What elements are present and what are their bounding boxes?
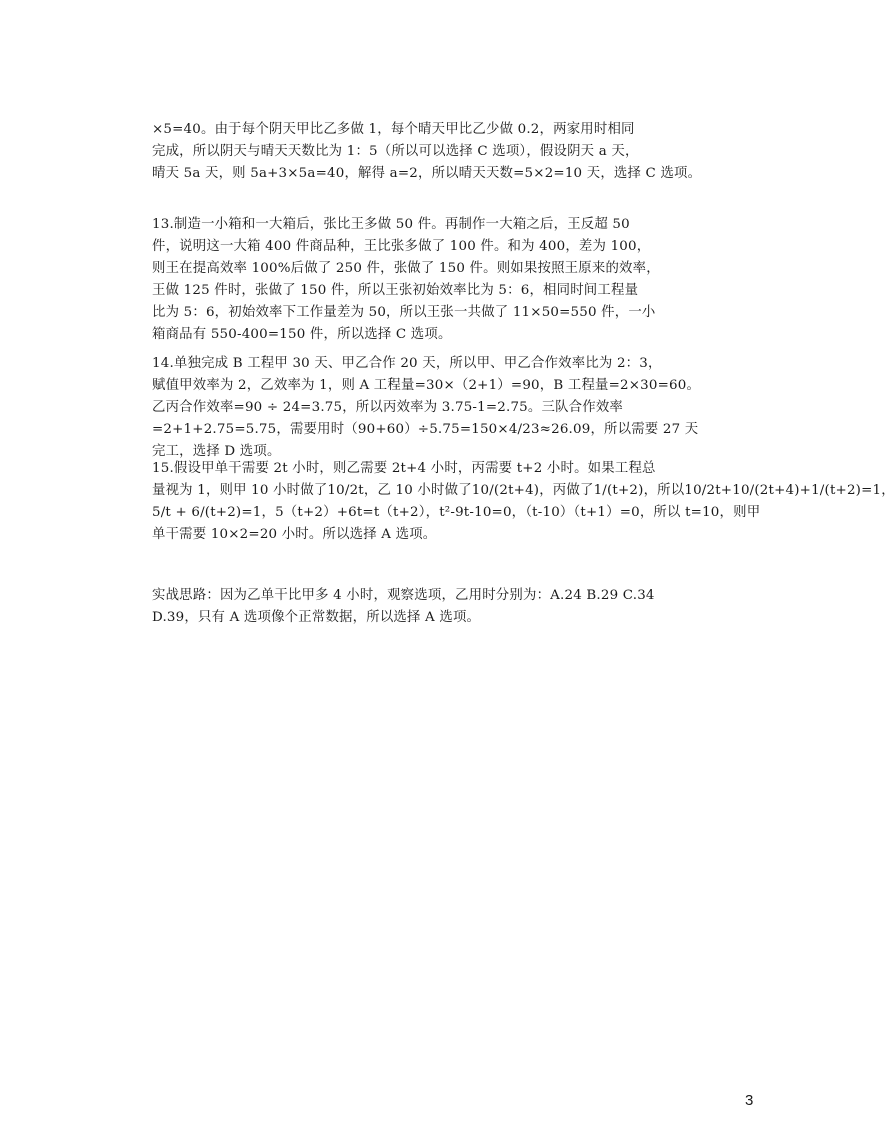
text-line: 完成，所以阴天与晴天天数比为 1：5（所以可以选择 C 选项），假设阴天 a 天， bbox=[152, 144, 639, 159]
paragraph-question-12-continued bbox=[152, 119, 702, 185]
text-line: 箱商品有 550-400=150 件，所以选择 C 选项。 bbox=[152, 327, 452, 342]
paragraph-practical-approach bbox=[152, 585, 655, 629]
text-line: 实战思路：因为乙单干比甲多 4 小时，观察选项，乙用时分别为：A.24 B.29 C.34 bbox=[152, 588, 655, 603]
text-line: D.39，只有 A 选项像个正常数据，所以选择 A 选项。 bbox=[152, 610, 481, 625]
text-line: 王做 125 件时，张做了 150 件，所以王张初始效率比为 5：6，相同时间工程量 bbox=[152, 283, 639, 298]
text-line: 完工，选择 D 选项。 bbox=[152, 444, 281, 459]
page-number: 3 bbox=[745, 1092, 754, 1109]
text-line: 量视为 1，则甲 10 小时做了10/2t，乙 10 小时做了10/(2t+4)，丙做了1/(t+2)，所以10/2t+10/(2t+4)+1/(t+2)=1， bbox=[152, 483, 895, 498]
text-line: ×5=40。由于每个阴天甲比乙多做 1，每个晴天甲比乙少做 0.2，两家用时相同 bbox=[152, 122, 635, 137]
text-line: 单干需要 10×2=20 小时。所以选择 A 选项。 bbox=[152, 527, 437, 542]
paragraph-question-15 bbox=[152, 458, 895, 546]
text-line: =2+1+2.75=5.75，需要用时（90+60）÷5.75=150×4/23≈26.09，所以需要 27 天 bbox=[152, 422, 699, 437]
text-line: 5/t + 6/(t+2)=1，5（t+2）+6t=t（t+2），t²-9t-10=0，（t-10）（t+1）=0，所以 t=10，则甲 bbox=[152, 505, 761, 520]
text-line: 14.单独完成 B 工程甲 30 天、甲乙合作 20 天，所以甲、甲乙合作效率比为 2：3， bbox=[152, 356, 662, 371]
text-line: 15.假设甲单干需要 2t 小时，则乙需要 2t+4 小时，丙需要 t+2 小时。如果工程总 bbox=[152, 461, 656, 476]
text-line: 件，说明这一大箱 400 件商品种，王比张多做了 100 件。和为 400，差为 100， bbox=[152, 239, 651, 254]
text-line: 晴天 5a 天，则 5a+3×5a=40，解得 a=2，所以晴天天数=5×2=10 天，选择 C 选项。 bbox=[152, 166, 702, 181]
paragraph-question-13 bbox=[152, 214, 660, 346]
text-line: 赋值甲效率为 2，乙效率为 1，则 A 工程量=30×（2+1）=90，B 工程量=2×30=60。 bbox=[152, 378, 701, 393]
text-line: 乙丙合作效率=90 ÷ 24=3.75，所以丙效率为 3.75-1=2.75。三队合作效率 bbox=[152, 400, 624, 415]
text-line: 比为 5：6，初始效率下工作量差为 50，所以王张一共做了 11×50=550 件，一小 bbox=[152, 305, 656, 320]
paragraph-question-14 bbox=[152, 353, 701, 463]
text-line: 则王在提高效率 100%后做了 250 件，张做了 150 件。则如果按照王原来的效率， bbox=[152, 261, 660, 276]
text-line: 13.制造一小箱和一大箱后，张比王多做 50 件。再制作一大箱之后，王反超 50 bbox=[152, 217, 630, 232]
